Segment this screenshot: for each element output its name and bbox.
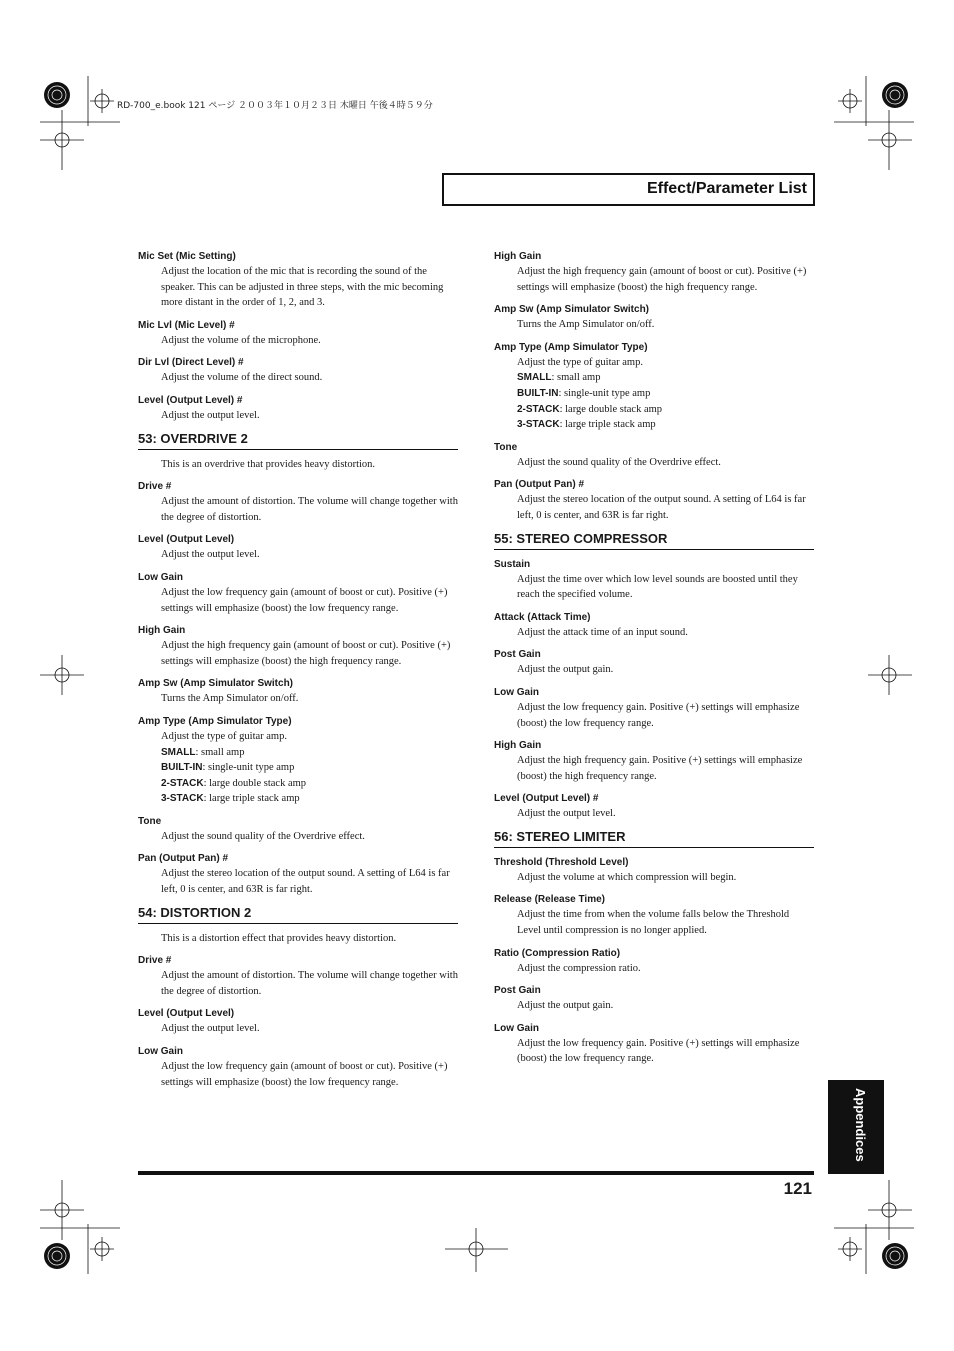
option-key: BUILT-IN [161, 762, 203, 774]
parameter-description: Adjust the output gain. [517, 664, 614, 676]
option-row [138, 760, 458, 776]
parameter-description: Turns the Amp Simulator on/off. [161, 693, 299, 705]
parameter-description: Adjust the high frequency gain (amount of boost or cut). Positive (+) settings will emphasize (boost) the high frequency range. [161, 640, 451, 667]
parameter-name: Attack (Attack Time) [494, 611, 591, 623]
section-intro: This is an overdrive that provides heavy distortion. [161, 458, 376, 470]
option-row [494, 402, 814, 418]
option-row [138, 776, 458, 792]
parameter-name: Drive # [138, 955, 172, 967]
option-row [138, 745, 458, 761]
option-key: SMALL [161, 746, 196, 758]
parameter-description: Adjust the volume at which compression will begin. [517, 871, 737, 883]
option-text: : single-unit type amp [558, 387, 651, 399]
option-text: : single-unit type amp [202, 762, 295, 774]
parameter-entry [138, 814, 458, 845]
parameter-name: High Gain [494, 740, 542, 752]
parameter-entry [494, 791, 814, 822]
parameter-name: Amp Sw (Amp Simulator Switch) [138, 678, 294, 690]
parameter-name: Amp Type (Amp Simulator Type) [138, 715, 292, 727]
parameter-description: Adjust the stereo location of the output sound. A setting of L64 is far left, 0 is center, and 63R is far right. [517, 494, 806, 521]
parameter-name: Low Gain [138, 1046, 183, 1058]
parameter-entry [494, 892, 814, 938]
parameter-name: Level (Output Level) # [494, 793, 599, 805]
parameter-name: Tone [138, 815, 162, 827]
parameter-description: Adjust the output gain. [517, 1000, 614, 1012]
option-key: 3-STACK [517, 419, 560, 431]
parameter-description: Adjust the high frequency gain. Positive (+) settings will emphasize (boost) the high frequency range. [517, 755, 803, 782]
parameter-entry [138, 953, 458, 999]
option-row [494, 386, 814, 402]
parameter-description: Adjust the location of the mic that is recording the sound of the speaker. This can be adjusted in three steps, with the mic becoming more distant in the order of 1, 2, and 3. [161, 266, 444, 309]
parameter-name: High Gain [138, 625, 186, 637]
parameter-entry [494, 557, 814, 603]
page-title-box [442, 173, 815, 206]
parameter-name: Low Gain [494, 686, 539, 698]
section-tab [828, 1080, 884, 1174]
parameter-entry [138, 570, 458, 616]
parameter-name: Dir Lvl (Direct Level) # [138, 357, 244, 369]
parameter-entry [138, 479, 458, 525]
parameter-name: Tone [494, 441, 518, 453]
parameter-description: Turns the Amp Simulator on/off. [517, 319, 655, 331]
parameter-description: Adjust the sound quality of the Overdrive effect. [161, 830, 365, 842]
parameter-description: Adjust the output level. [161, 549, 260, 561]
parameter-name: Drive # [138, 481, 172, 493]
right-column [494, 249, 814, 1074]
parameter-entry [138, 532, 458, 563]
parameter-name: High Gain [494, 251, 542, 262]
parameter-name: Level (Output Level) [138, 1008, 235, 1020]
parameter-entry [138, 1044, 458, 1090]
parameter-description: Adjust the attack time of an input sound. [517, 626, 688, 638]
parameter-entry [494, 1021, 814, 1067]
page-number: 121 [783, 1179, 812, 1198]
option-text: : small amp [195, 746, 245, 758]
section-heading: 55: STEREO COMPRESSOR [494, 531, 814, 550]
parameter-entry [494, 249, 814, 295]
book-info-line: RD-700_e.book 121 ページ ２００３年１０月２３日 木曜日 午後４時５９分 [117, 101, 433, 111]
parameter-description: Adjust the type of guitar amp. [517, 356, 643, 368]
parameter-description: Adjust the low frequency gain (amount of boost or cut). Positive (+) settings will emphasize (boost) the low frequency range. [161, 1061, 448, 1088]
parameter-entry [494, 983, 814, 1014]
parameter-description: Adjust the amount of distortion. The volume will change together with the degree of distortion. [161, 496, 458, 523]
parameter-entry [494, 855, 814, 886]
parameter-description: Adjust the output level. [161, 1023, 260, 1035]
section-heading: 53: OVERDRIVE 2 [138, 431, 458, 450]
bottom-rule [138, 1171, 814, 1175]
section-heading: 56: STEREO LIMITER [494, 829, 814, 848]
option-key: BUILT-IN [517, 387, 559, 399]
parameter-description: Adjust the output level. [161, 409, 260, 421]
parameter-entry [494, 647, 814, 678]
parameter-entry [494, 340, 814, 433]
parameter-entry [138, 1006, 458, 1037]
parameter-entry [494, 685, 814, 731]
parameter-name: Release (Release Time) [494, 894, 605, 906]
parameter-entry [138, 355, 458, 386]
option-text: : large double stack amp [203, 777, 307, 789]
parameter-description: Adjust the low frequency gain (amount of boost or cut). Positive (+) settings will emphasize (boost) the low frequency range. [161, 586, 448, 614]
parameter-description: Adjust the volume of the direct sound. [161, 372, 323, 384]
left-column [138, 249, 458, 1097]
option-text: : large triple stack amp [559, 419, 656, 431]
parameter-name: Low Gain [138, 571, 183, 583]
option-key: 2-STACK [517, 403, 560, 415]
parameter-name: Amp Sw (Amp Simulator Switch) [494, 304, 650, 316]
parameter-name: Post Gain [494, 649, 541, 661]
parameter-entry [494, 302, 814, 333]
option-key: 3-STACK [161, 793, 204, 805]
parameter-name: Post Gain [494, 985, 541, 997]
option-row [138, 791, 458, 807]
parameter-description: Adjust the type of guitar amp. [161, 730, 287, 742]
section-tab-label: Appendices [853, 1088, 868, 1162]
parameter-description: Adjust the compression ratio. [517, 962, 641, 974]
parameter-entry [138, 318, 458, 349]
parameter-entry [494, 946, 814, 977]
option-key: SMALL [517, 372, 552, 384]
parameter-name: Pan (Output Pan) # [494, 479, 584, 491]
parameter-description: Adjust the amount of distortion. The volume will change together with the degree of distortion. [161, 970, 458, 997]
parameter-description: Adjust the low frequency gain. Positive (+) settings will emphasize (boost) the low frequency range. [517, 701, 800, 729]
option-row [494, 370, 814, 386]
parameter-entry [138, 851, 458, 897]
parameter-name: Amp Type (Amp Simulator Type) [494, 341, 648, 353]
parameter-entry [138, 393, 458, 424]
parameter-description: Adjust the high frequency gain (amount of boost or cut). Positive (+) settings will emphasize (boost) the high frequency range. [517, 266, 807, 293]
parameter-entry [138, 249, 458, 311]
parameter-name: Pan (Output Pan) # [138, 853, 228, 865]
parameter-description: Adjust the volume of the microphone. [161, 334, 321, 346]
parameter-name: Threshold (Threshold Level) [494, 856, 629, 868]
page-title: Effect/Parameter List [646, 180, 807, 197]
option-key: 2-STACK [161, 777, 204, 789]
parameter-description: Adjust the time over which low level sounds are boosted until they reach the specified volume. [517, 573, 798, 601]
parameter-entry [494, 738, 814, 784]
parameter-entry [138, 623, 458, 669]
parameter-name: Sustain [494, 558, 531, 570]
parameter-entry [138, 676, 458, 707]
parameter-name: Ratio (Compression Ratio) [494, 947, 621, 959]
parameter-name: Low Gain [494, 1022, 539, 1034]
parameter-description: Adjust the sound quality of the Overdrive effect. [517, 456, 721, 468]
option-text: : large double stack amp [559, 403, 663, 415]
option-text: : small amp [551, 372, 601, 384]
section-intro: This is a distortion effect that provides heavy distortion. [161, 932, 397, 944]
option-text: : large triple stack amp [203, 793, 300, 805]
parameter-entry [494, 440, 814, 471]
parameter-description: Adjust the output level. [517, 808, 616, 820]
parameter-name: Level (Output Level) # [138, 394, 243, 406]
option-row [494, 417, 814, 433]
parameter-description: Adjust the stereo location of the output sound. A setting of L64 is far left, 0 is center, and 63R is far right. [161, 868, 450, 896]
parameter-name: Level (Output Level) [138, 534, 235, 546]
parameter-name: Mic Lvl (Mic Level) # [138, 319, 235, 331]
parameter-description: Adjust the time from when the volume falls below the Threshold Level until compression is no longer applied. [517, 909, 790, 937]
parameter-name: Mic Set (Mic Setting) [138, 251, 236, 262]
parameter-description: Adjust the low frequency gain. Positive (+) settings will emphasize (boost) the low frequency range. [517, 1037, 800, 1065]
section-heading: 54: DISTORTION 2 [138, 905, 458, 924]
parameter-entry [494, 610, 814, 641]
parameter-entry [494, 477, 814, 523]
parameter-entry [138, 714, 458, 807]
